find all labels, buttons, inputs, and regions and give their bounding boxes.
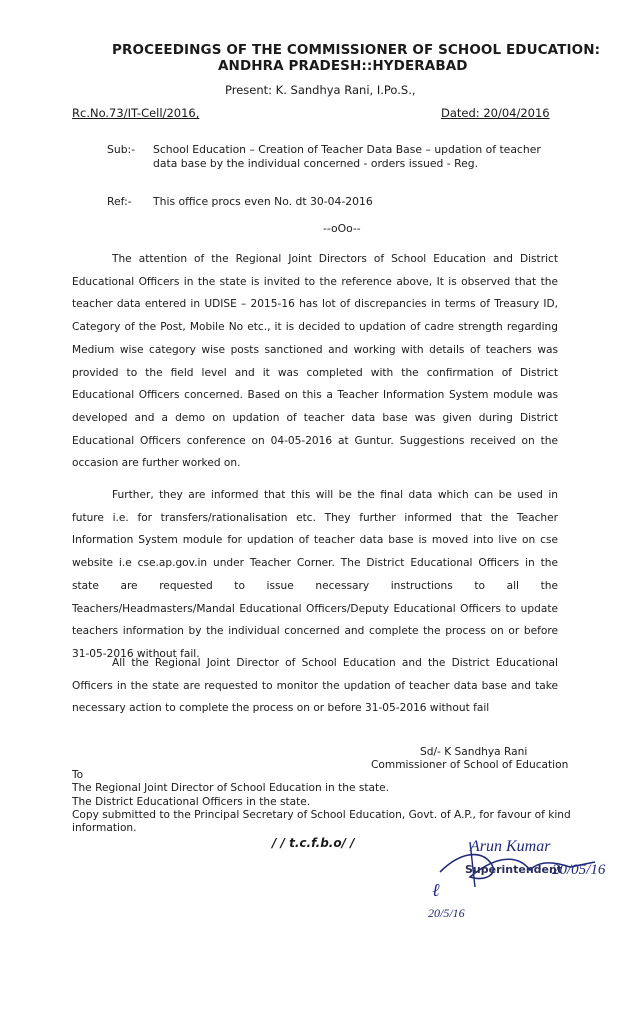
dated: Dated: 20/04/2016 [441,106,550,120]
present-officer: Present: K. Sandhya Rani, I.Po.S., [225,83,416,97]
subject-line2: data base by the individual concerned - orders issued - Reg. [153,157,479,170]
subject-line1: School Education – Creation of Teacher Data Base – updation of teacher [153,143,541,156]
body-paragraph-3 [72,652,558,720]
body-paragraph-2 [72,484,558,666]
to-line-2: The District Educational Officers in the state. [72,796,311,808]
separator: --oOo-- [323,222,361,235]
signature-name: Sd/- K Sandhya Rani [420,746,528,758]
copy-line: Copy submitted to the Principal Secretary of School Education, Govt. of A.P., for favour of kind [72,809,571,821]
to-line-1: The Regional Joint Director of School Education in the state. [72,782,390,794]
paragraph-text: Further, they are informed that this will be the final data which can be used in future i.e. for transfers/rationalisation etc. They further informed that the Teacher Information System module for updation of teacher data base is moved into live on cse website i.e cse.ap.gov.in under Teacher Corner. The District Educational Officers in the state are requested to issue necessary instructions to all the Teachers/Headmasters/Mandal Educational Officers/Deputy Educational Officers to update teachers information by the individual concerned and complete the process on or before 31-05-2016 without fail. [72,489,558,660]
initial-date: 20/5/16 [428,906,465,920]
reference-text: This office procs even No. dt 30-04-2016 [153,195,373,208]
to-label: To [72,769,84,781]
handwritten-date: 20/05/16 [552,862,606,878]
paragraph-text: All the Regional Joint Director of School Education and the District Educational Officers in the state are requested to monitor the updation of teacher data base and take necessary action to complete the process on or before 31-05-2016 without fail [72,657,558,715]
handwritten-initial: ℓ [432,880,440,900]
handwritten-name: Arun Kumar [470,838,551,855]
copy-line-cont: information. [72,822,137,834]
subject-label: Sub:- [107,143,136,156]
document-title-line2: ANDHRA PRADESH::HYDERABAD [218,58,468,74]
superintendent-label: Superintendent [465,863,563,876]
signature-designation: Commissioner of School of Education [371,759,569,771]
reference-label: Ref:- [107,195,132,208]
rc-number: Rc.No.73/IT-Cell/2016, [72,106,200,120]
paragraph-text: The attention of the Regional Joint Directors of School Education and District Educational Officers in the state is invited to the reference above, It is observed that the teacher data entered in UDISE – 2015-16 has lot of discrepancies in terms of Treasury ID, Category of the Post, Mobile No etc., it is decided to updation of cadre strength regarding Medium wise category wise posts sanctioned and working with details of teachers was provided to the field level and it was completed with the confirmation of District Educational Officers concerned. Based on this a Teacher Information System module was developed and a demo on updation of teacher data base was given during District Educational Officers conference on 04-05-2016 at Guntur. Suggestions received on the occasion are further worked on. [72,253,558,470]
document-title-line1: PROCEEDINGS OF THE COMMISSIONER OF SCHOOL EDUCATION: [112,42,601,58]
body-paragraph-1 [72,248,558,475]
tcfbo-mark: / / t.c.f.b.o/ / [272,836,355,850]
